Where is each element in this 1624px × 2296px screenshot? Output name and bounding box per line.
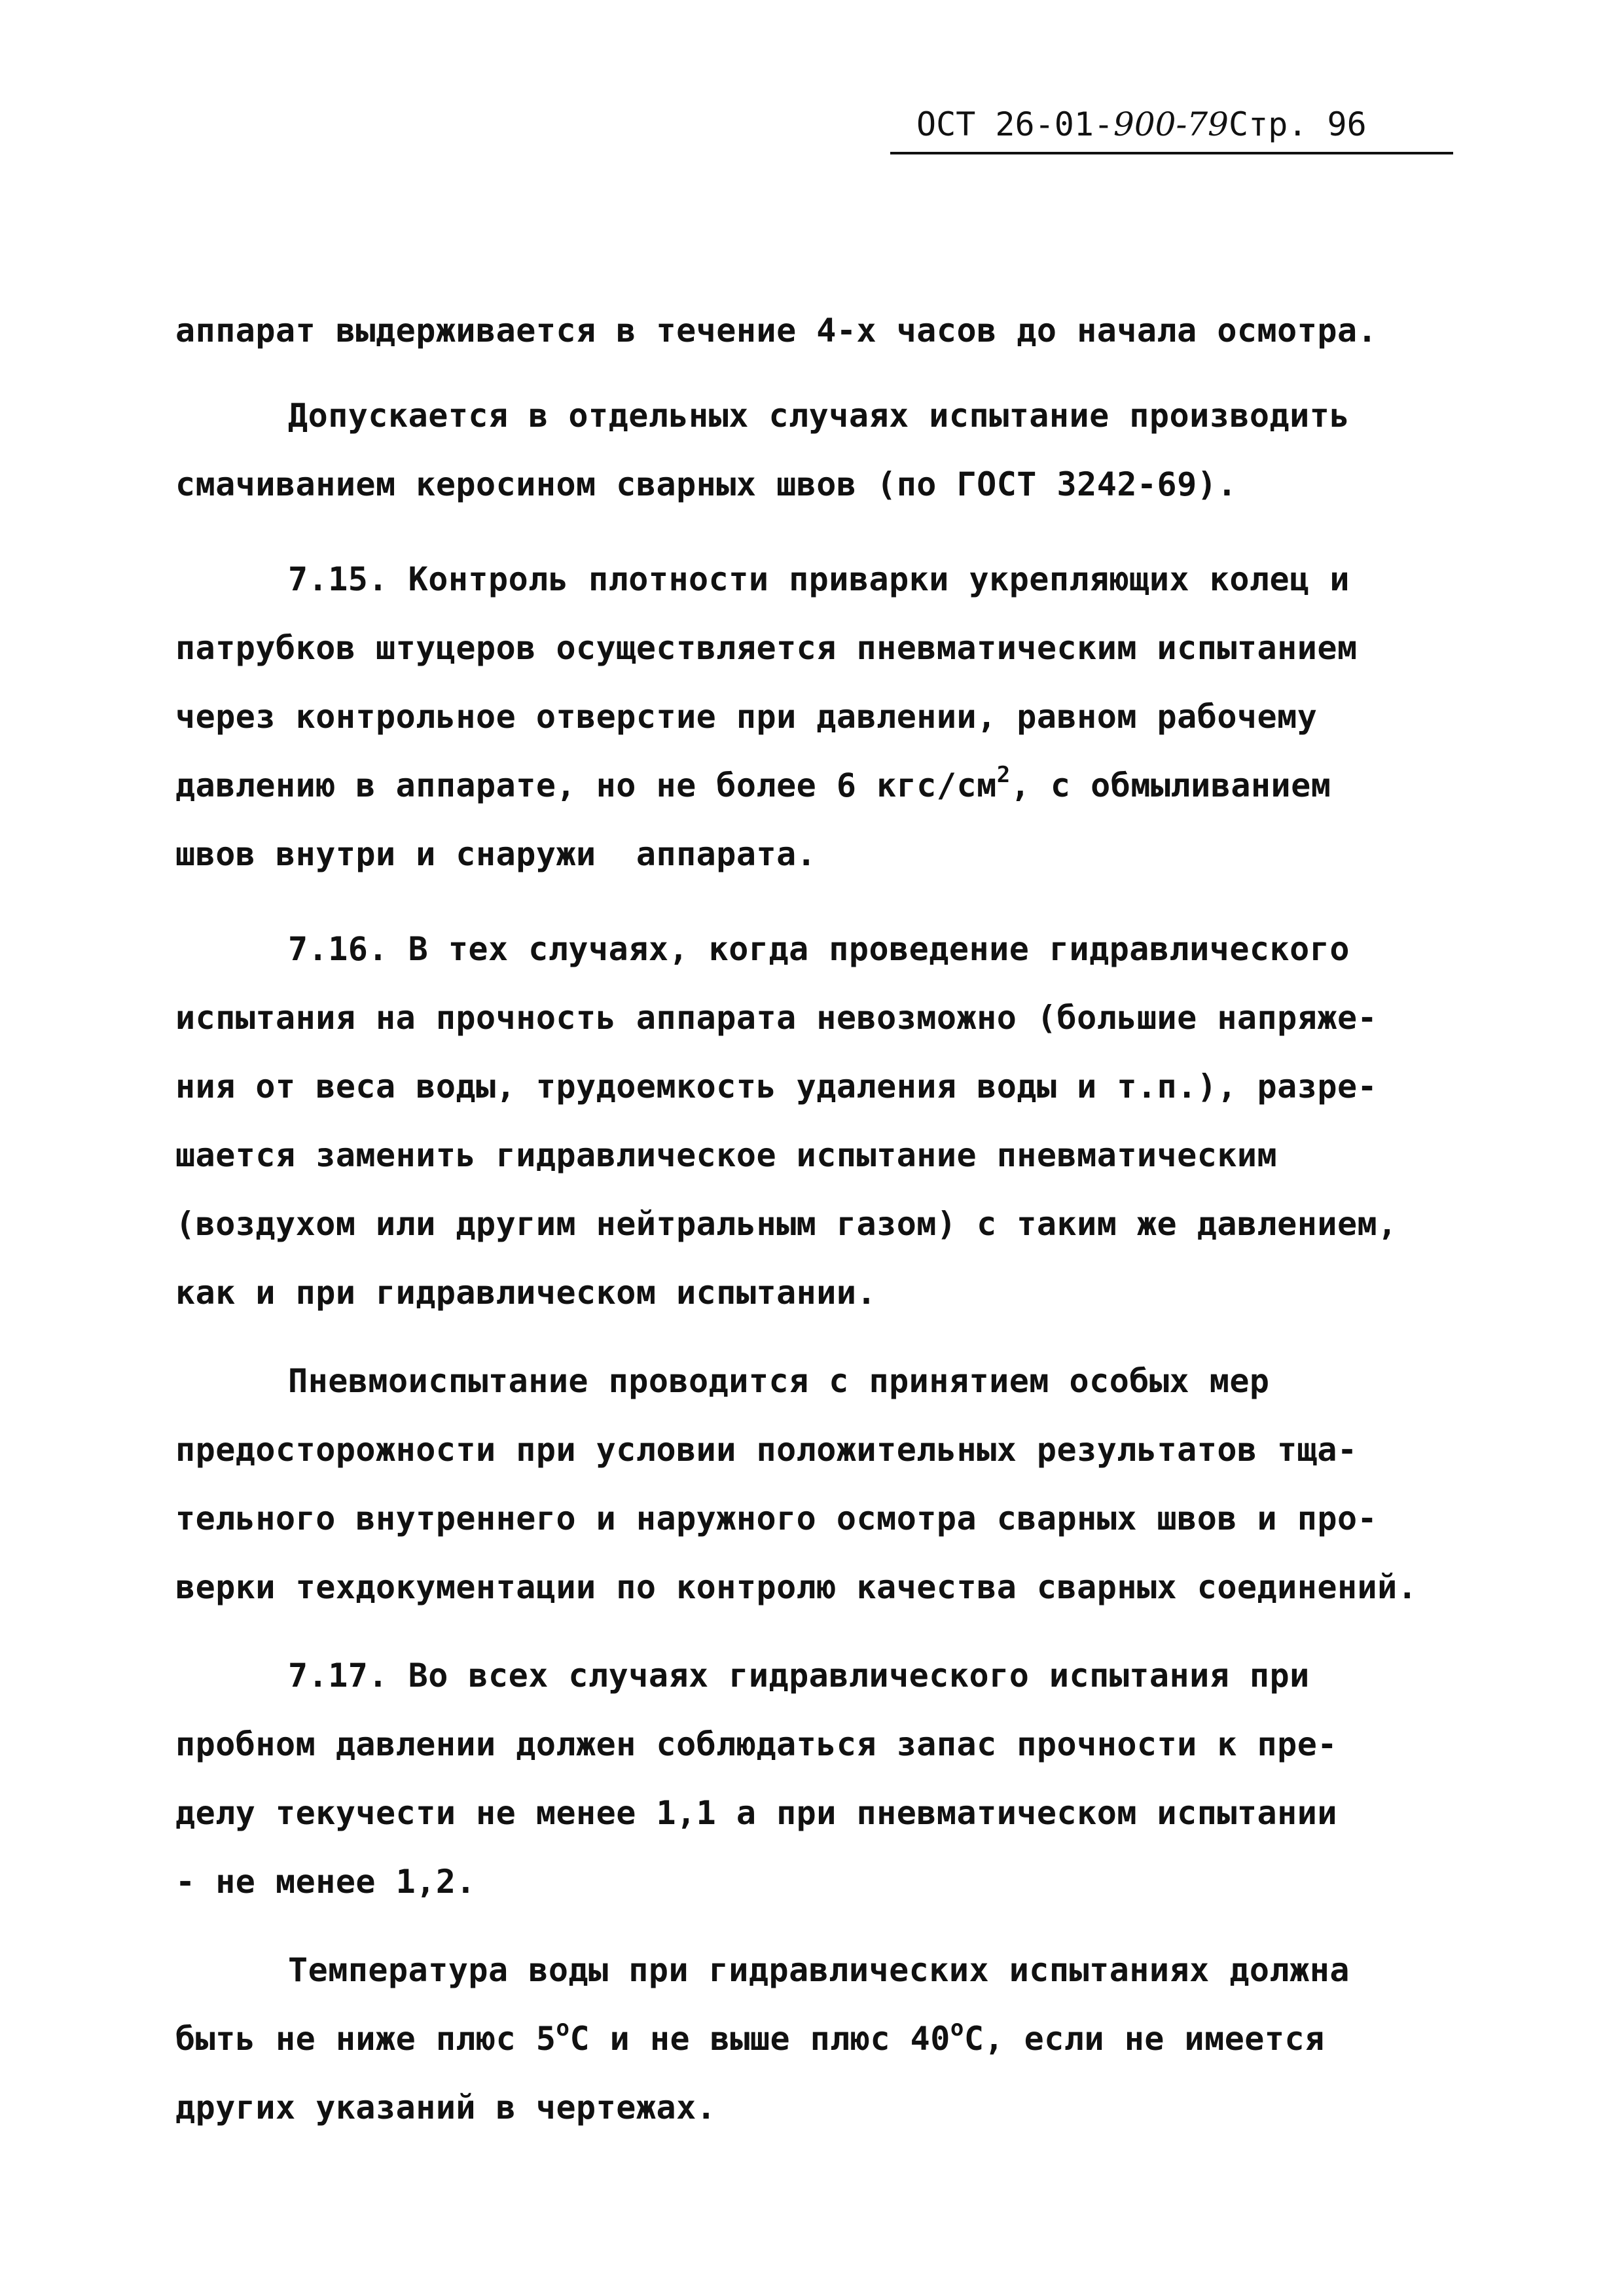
body-line: других указаний в чертежах. <box>175 2089 717 2126</box>
body-line: швов внутри и снаружи аппарата. <box>175 835 817 873</box>
body-line <box>175 2016 1325 2062</box>
body-line: 7.17. Во всех случаях гидравлического испытания при <box>288 1657 1310 1695</box>
body-line: - не менее 1,2. <box>175 1863 477 1901</box>
body-line: делу текучести не менее 1,1 а при пневматическом испытании <box>175 1794 1337 1832</box>
body-line-part: давлению в аппарате, но не более 6 кгс/см <box>175 766 997 804</box>
body-line: верки техдокументации по контролю качества сварных соединений. <box>175 1568 1418 1606</box>
header-underline <box>890 152 1453 154</box>
body-line: пробном давлении должен соблюдаться запас прочности к пре- <box>175 1725 1337 1763</box>
superscript: 2 <box>996 762 1011 789</box>
document-code: ОСТ 26-01- <box>916 105 1114 143</box>
body-line <box>175 762 1331 808</box>
body-line: Температура воды при гидравлических испытаниях должна <box>288 1951 1350 1989</box>
body-line: как и при гидравлическом испытании. <box>175 1274 877 1312</box>
body-line-part: быть не ниже плюс 5 <box>175 2020 556 2058</box>
body-line-part: С и не выше плюс 40 <box>569 2020 950 2058</box>
page-header <box>890 98 1453 151</box>
body-line: через контрольное отверстие при давлении, равном рабочему <box>175 698 1318 736</box>
page-number: Стр. 96 <box>1228 105 1367 143</box>
body-line: Пневмоиспытание проводится с принятием особых мер <box>288 1362 1270 1400</box>
body-line: 7.16. В тех случаях, когда проведение гидравлического <box>288 930 1350 968</box>
body-line: 7.15. Контроль плотности приварки укрепляющих колец и <box>288 560 1350 598</box>
superscript: о <box>950 2015 964 2042</box>
body-line: (воздухом или другим нейтральным газом) с таким же давлением, <box>175 1205 1398 1243</box>
body-line: патрубков штуцеров осуществляется пневматическим испытанием <box>175 629 1358 667</box>
body-line: ния от веса воды, трудоемкость удаления воды и т.п.), разре- <box>175 1067 1378 1105</box>
body-line: тельного внутреннего и наружного осмотра сварных швов и про- <box>175 1499 1378 1537</box>
body-line-part: , с обмыливанием <box>1010 766 1331 804</box>
body-line: шается заменить гидравлическое испытание пневматическим <box>175 1136 1278 1174</box>
body-line: Допускается в отдельных случаях испытание производить <box>288 397 1350 435</box>
document-code-handwritten: 900-79 <box>1113 105 1229 143</box>
body-line: испытания на прочность аппарата невозможно (большие напряже- <box>175 999 1378 1037</box>
superscript: о <box>556 2015 570 2042</box>
body-line: смачиванием керосином сварных швов (по ГОСТ 3242-69). <box>175 465 1237 503</box>
body-line: предосторожности при условии положительных результатов тща- <box>175 1431 1358 1469</box>
body-line-part: С, если не имеется <box>964 2020 1325 2058</box>
body-line: аппарат выдерживается в течение 4-х часов до начала осмотра. <box>175 312 1378 350</box>
